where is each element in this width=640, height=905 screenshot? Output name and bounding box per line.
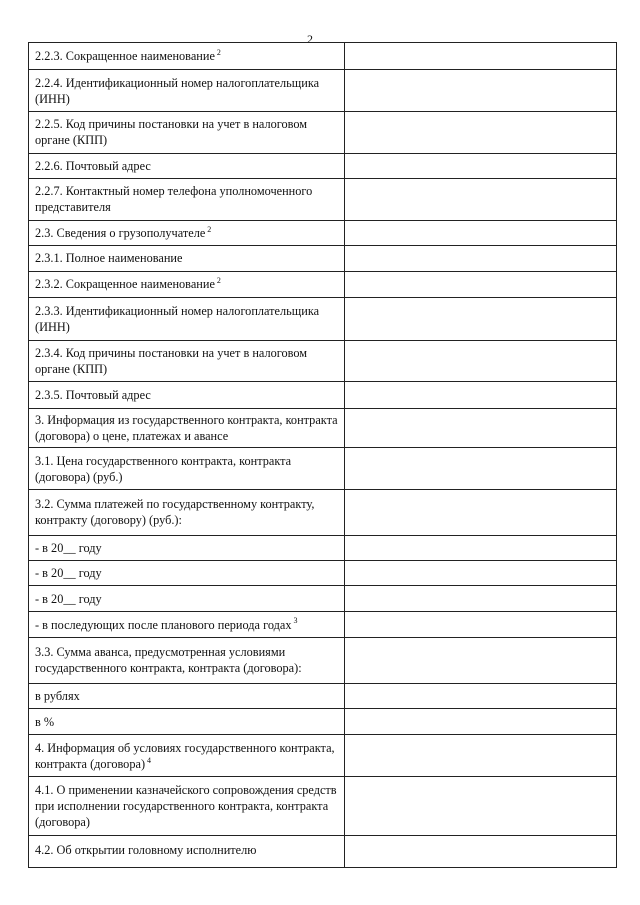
row-label: 2.3.4. Код причины постановки на учет в налоговом органе (КПП) bbox=[35, 345, 308, 376]
row-label-cell bbox=[29, 561, 345, 586]
row-value-field[interactable] bbox=[345, 777, 617, 836]
table-row bbox=[29, 70, 617, 112]
footnote-mark: 3 bbox=[293, 616, 298, 626]
row-value-field[interactable] bbox=[345, 153, 617, 178]
row-value-field[interactable] bbox=[345, 112, 617, 154]
table-row bbox=[29, 153, 617, 178]
row-label: в рублях bbox=[35, 689, 80, 704]
row-value-field[interactable] bbox=[345, 489, 617, 535]
row-label-cell bbox=[29, 586, 345, 611]
row-label-cell bbox=[29, 297, 345, 340]
table-row bbox=[29, 297, 617, 340]
row-value-field[interactable] bbox=[345, 709, 617, 734]
row-label: - в 20__ году bbox=[35, 591, 102, 606]
row-value-field[interactable] bbox=[345, 561, 617, 586]
row-value-field[interactable] bbox=[345, 340, 617, 382]
table-row bbox=[29, 489, 617, 535]
row-label-cell bbox=[29, 153, 345, 178]
form-table-body bbox=[29, 43, 617, 868]
row-value-field[interactable] bbox=[345, 408, 617, 448]
page-number: 2 bbox=[307, 32, 313, 46]
row-label-cell bbox=[29, 408, 345, 448]
row-label: 3.3. Сумма аванса, предусмотренная условиями государственного контракта, контракта (договора): bbox=[35, 645, 302, 676]
row-value-field[interactable] bbox=[345, 535, 617, 560]
row-label-cell bbox=[29, 734, 345, 777]
row-label: 4. Информация об условиях государственного контракта, контракта (договора) bbox=[35, 740, 335, 771]
row-value-field[interactable] bbox=[345, 43, 617, 70]
row-label-cell bbox=[29, 179, 345, 221]
table-row bbox=[29, 836, 617, 868]
footnote-mark: 2 bbox=[216, 276, 221, 286]
table-row bbox=[29, 179, 617, 221]
row-label: 2.2.6. Почтовый адрес bbox=[35, 158, 151, 173]
table-row bbox=[29, 448, 617, 490]
row-value-field[interactable] bbox=[345, 179, 617, 221]
table-row bbox=[29, 112, 617, 154]
row-value-field[interactable] bbox=[345, 611, 617, 637]
row-label-cell bbox=[29, 638, 345, 684]
row-value-field[interactable] bbox=[345, 297, 617, 340]
row-label-cell bbox=[29, 112, 345, 154]
row-label-cell bbox=[29, 535, 345, 560]
row-label: 3.2. Сумма платежей по государственному контракту, контракту (договору) (руб.): bbox=[35, 496, 315, 527]
row-label-cell bbox=[29, 220, 345, 245]
row-label: 2.3.2. Сокращенное наименование bbox=[35, 277, 215, 292]
row-label-cell bbox=[29, 382, 345, 408]
row-label: 2.2.7. Контактный номер телефона уполномоченного представителя bbox=[35, 184, 313, 215]
table-row bbox=[29, 683, 617, 708]
row-label-cell bbox=[29, 271, 345, 297]
footnote-mark: 2 bbox=[216, 48, 221, 58]
row-label: 4.2. Об открытии головному исполнителю bbox=[35, 843, 257, 858]
row-value-field[interactable] bbox=[345, 271, 617, 297]
table-row bbox=[29, 535, 617, 560]
table-row bbox=[29, 271, 617, 297]
table-row bbox=[29, 408, 617, 448]
row-label: 2.3.5. Почтовый адрес bbox=[35, 388, 151, 402]
row-label: - в 20__ году bbox=[35, 540, 102, 555]
row-label-cell bbox=[29, 489, 345, 535]
row-label: 3.1. Цена государственного контракта, контракта (договора) (руб.) bbox=[35, 453, 292, 484]
table-row bbox=[29, 382, 617, 408]
row-label-cell bbox=[29, 709, 345, 734]
row-value-field[interactable] bbox=[345, 734, 617, 777]
row-label-cell bbox=[29, 246, 345, 271]
row-label-cell bbox=[29, 611, 345, 637]
form-table bbox=[28, 42, 617, 868]
row-label-cell bbox=[29, 70, 345, 112]
row-label-cell bbox=[29, 448, 345, 490]
row-value-field[interactable] bbox=[345, 683, 617, 708]
row-value-field[interactable] bbox=[345, 586, 617, 611]
table-row bbox=[29, 777, 617, 836]
row-label: 4.1. О применении казначейского сопровождения средств при исполнении государственного контракта, контракта (договора) bbox=[35, 783, 337, 830]
row-label-cell bbox=[29, 340, 345, 382]
table-row bbox=[29, 340, 617, 382]
table-row bbox=[29, 611, 617, 637]
row-label-cell bbox=[29, 683, 345, 708]
row-label-cell bbox=[29, 836, 345, 868]
row-label: - в последующих после планового периода годах bbox=[35, 617, 292, 632]
row-label: 2.2.3. Сокращенное наименование bbox=[35, 49, 215, 64]
row-label: 2.2.5. Код причины постановки на учет в налоговом органе (КПП) bbox=[35, 117, 308, 148]
row-label: 2.3.1. Полное наименование bbox=[35, 251, 183, 266]
row-label: 2.2.4. Идентификационный номер налогоплательщика (ИНН) bbox=[35, 75, 320, 106]
table-row bbox=[29, 638, 617, 684]
row-label: 3. Информация из государственного контракта, контракта (договора) о цене, платежах и авансе bbox=[35, 413, 338, 443]
table-row bbox=[29, 220, 617, 245]
row-label: 2.3. Сведения о грузополучателе bbox=[35, 225, 206, 240]
row-label-cell bbox=[29, 777, 345, 836]
row-value-field[interactable] bbox=[345, 836, 617, 868]
table-row bbox=[29, 586, 617, 611]
row-value-field[interactable] bbox=[345, 448, 617, 490]
table-row bbox=[29, 709, 617, 734]
row-label-cell bbox=[29, 43, 345, 70]
table-row bbox=[29, 43, 617, 70]
row-label: в % bbox=[35, 714, 55, 729]
row-label: 2.3.3. Идентификационный номер налогоплательщика (ИНН) bbox=[35, 303, 320, 334]
table-row bbox=[29, 734, 617, 777]
row-value-field[interactable] bbox=[345, 220, 617, 245]
row-value-field[interactable] bbox=[345, 70, 617, 112]
footnote-mark: 2 bbox=[207, 224, 212, 234]
table-row bbox=[29, 246, 617, 271]
row-value-field[interactable] bbox=[345, 382, 617, 408]
table-row bbox=[29, 561, 617, 586]
row-value-field[interactable] bbox=[345, 638, 617, 684]
footnote-mark: 4 bbox=[147, 755, 152, 765]
row-value-field[interactable] bbox=[345, 246, 617, 271]
row-label: - в 20__ году bbox=[35, 566, 102, 581]
